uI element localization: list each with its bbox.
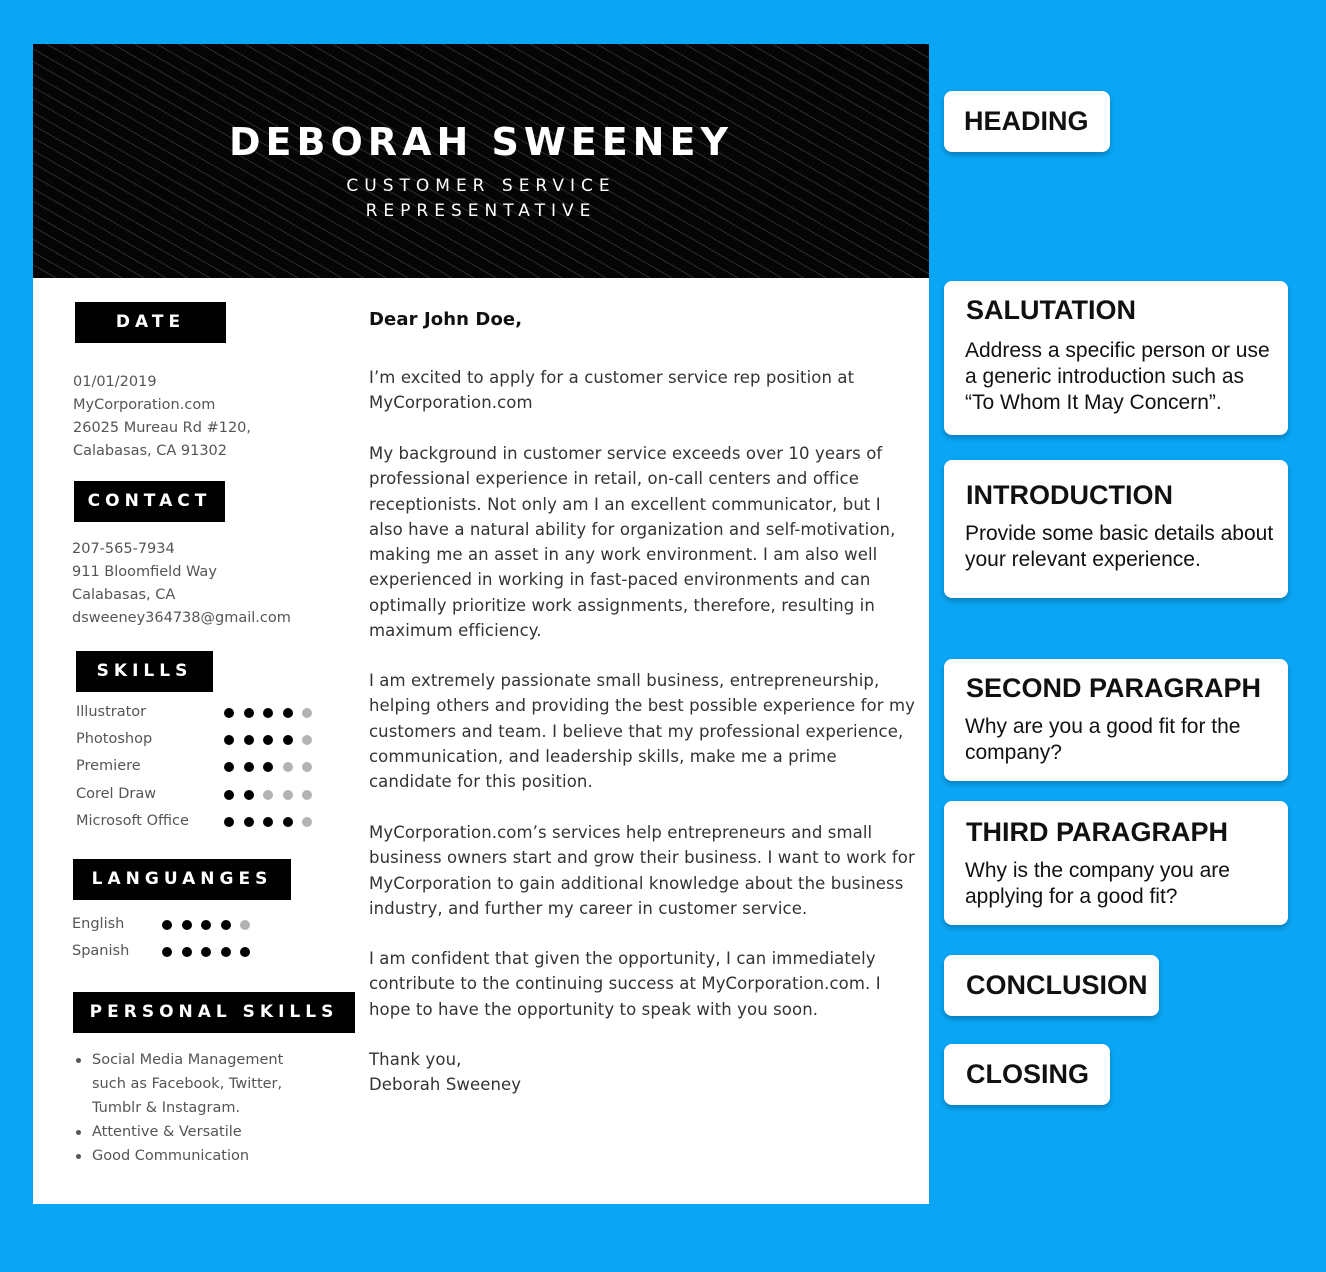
date-line: 01/01/2019 — [73, 374, 157, 390]
languages-heading: LANGUANGES — [73, 859, 291, 900]
rating-dot-filled — [263, 762, 273, 772]
rating-dot-filled — [201, 920, 211, 930]
skill-label: Microsoft Office — [76, 813, 189, 829]
annotation-title: CLOSING — [966, 1059, 1090, 1089]
salutation: Dear John Doe, — [369, 309, 523, 330]
skill-label: Corel Draw — [76, 786, 157, 802]
rating-dot-filled — [201, 947, 211, 957]
rating-dot-empty — [302, 790, 312, 800]
contact-block — [72, 538, 291, 630]
rating-dot-filled — [283, 817, 293, 827]
annotation-description: Provide some basic details about your relevant experience. — [965, 522, 1274, 571]
rating-dot-empty — [302, 817, 312, 827]
closing-line: Thank you, — [369, 1050, 462, 1069]
skill-label: Illustrator — [76, 704, 147, 720]
email-line: dsweeney364738@gmail.com — [72, 610, 291, 626]
list-item: Attentive & Versatile — [74, 1120, 307, 1144]
annotation-introduction — [944, 460, 1288, 598]
annotation-title: SECOND PARAGRAPH — [966, 673, 1262, 703]
rating-dot-empty — [240, 920, 250, 930]
role-line: REPRESENTATIVE — [365, 201, 597, 221]
rating-dot-filled — [224, 735, 234, 745]
skill-label: Photoshop — [76, 731, 153, 747]
rating-dot-filled — [263, 708, 273, 718]
rating-dot-filled — [244, 735, 254, 745]
phone-line: 207-565-7934 — [72, 541, 175, 557]
personal-skills-list — [74, 1048, 307, 1168]
rating-dot-filled — [182, 947, 192, 957]
personal-skills-heading: PERSONAL SKILLS — [73, 992, 355, 1033]
list-item: Social Media Management such as Facebook, Twitter, Tumblr & Instagram. — [74, 1048, 307, 1120]
date-line: Calabasas, CA 91302 — [73, 443, 228, 459]
annotation-title: INTRODUCTION — [966, 480, 1173, 510]
annotation-title: CONCLUSION — [966, 970, 1148, 1000]
rating-dot-empty — [302, 735, 312, 745]
language-label: English — [72, 916, 125, 932]
paragraph-introduction: My background in customer service exceeds over 10 years of professional experience in retail, on-call centers and office receptionists. Not only am I an excellent communicator, but I also have a natural ability for organization and self-motivation, making me an asset in any work environment. I am also well experienced in working in fast-paced environments and can optimally prioritize work assignments, therefore, resulting in maximum efficiency. — [369, 444, 896, 641]
list-item: Good Communication — [74, 1144, 307, 1168]
closing — [369, 1047, 915, 1098]
letter-header — [33, 44, 929, 278]
rating-dot-empty — [263, 790, 273, 800]
rating-dot-filled — [224, 708, 234, 718]
skill-label: Premiere — [76, 758, 141, 774]
annotation-title: HEADING — [964, 106, 1089, 136]
address-line: 911 Bloomfield Way — [72, 564, 217, 580]
rating-dot-filled — [221, 947, 231, 957]
rating-dot-filled — [224, 817, 234, 827]
signature: Deborah Sweeney — [369, 1075, 522, 1095]
rating-dot-filled — [221, 920, 231, 930]
annotation-description: Why are you a good fit for the company? — [965, 715, 1241, 764]
annotation-heading — [944, 91, 1110, 152]
rating-dot-filled — [244, 708, 254, 718]
annotation-salutation — [944, 281, 1288, 435]
paragraph-third: MyCorporation.com’s services help entrepreneurs and small business owners start and grow their business. I want to work for MyCorporation to gain additional knowledge about the business industry, and further my career in customer service. — [369, 823, 915, 918]
rating-dot-filled — [182, 920, 192, 930]
annotation-conclusion — [944, 955, 1159, 1016]
paragraph-second: I am extremely passionate small business, entrepreneurship, helping others and providing the best possible experience for my customers and team. I believe that my professional experience, communication, and leadership skills, make me a prime candidate for this position. — [369, 671, 916, 792]
rating-dot-empty — [283, 790, 293, 800]
rating-dot-filled — [224, 762, 234, 772]
date-line: MyCorporation.com — [73, 397, 216, 413]
rating-dot-filled — [224, 790, 234, 800]
rating-dot-empty — [283, 762, 293, 772]
rating-dot-empty — [302, 762, 312, 772]
annotation-description: Why is the company you are applying for a good fit? — [965, 859, 1230, 908]
annotation-title: SALUTATION — [966, 295, 1136, 325]
skills-heading: SKILLS — [76, 651, 213, 692]
annotation-closing — [944, 1044, 1110, 1105]
annotation-title: THIRD PARAGRAPH — [966, 817, 1228, 847]
rating-dot-filled — [263, 817, 273, 827]
annotation-third-paragraph — [944, 801, 1288, 925]
language-label: Spanish — [72, 943, 130, 959]
applicant-role — [33, 174, 929, 224]
annotation-description: Address a specific person or use a generic introduction such as “To Whom It May Concern”. — [965, 339, 1270, 414]
rating-dot-filled — [283, 735, 293, 745]
rating-dot-filled — [240, 947, 250, 957]
paragraph-conclusion: I am confident that given the opportunity, I can immediately contribute to the continuing success at MyCorporation.com. I hope to have the opportunity to speak with you soon. — [369, 949, 881, 1019]
date-block — [73, 371, 251, 463]
paragraph-intro-line: I’m excited to apply for a customer service rep position at MyCorporation.com — [369, 368, 855, 413]
rating-dot-filled — [162, 947, 172, 957]
rating-dot-filled — [244, 790, 254, 800]
rating-dot-filled — [162, 920, 172, 930]
rating-dot-empty — [302, 708, 312, 718]
rating-dot-filled — [263, 735, 273, 745]
rating-dot-filled — [244, 817, 254, 827]
date-heading: DATE — [75, 302, 226, 343]
applicant-name: DEBORAH SWEENEY — [229, 120, 733, 164]
rating-dot-filled — [283, 708, 293, 718]
date-line: 26025 Mureau Rd #120, — [73, 420, 252, 436]
city-line: Calabasas, CA — [72, 587, 176, 603]
annotation-second-paragraph — [944, 659, 1288, 781]
role-line: CUSTOMER SERVICE — [346, 176, 616, 196]
rating-dot-filled — [244, 762, 254, 772]
contact-heading: CONTACT — [74, 481, 225, 522]
